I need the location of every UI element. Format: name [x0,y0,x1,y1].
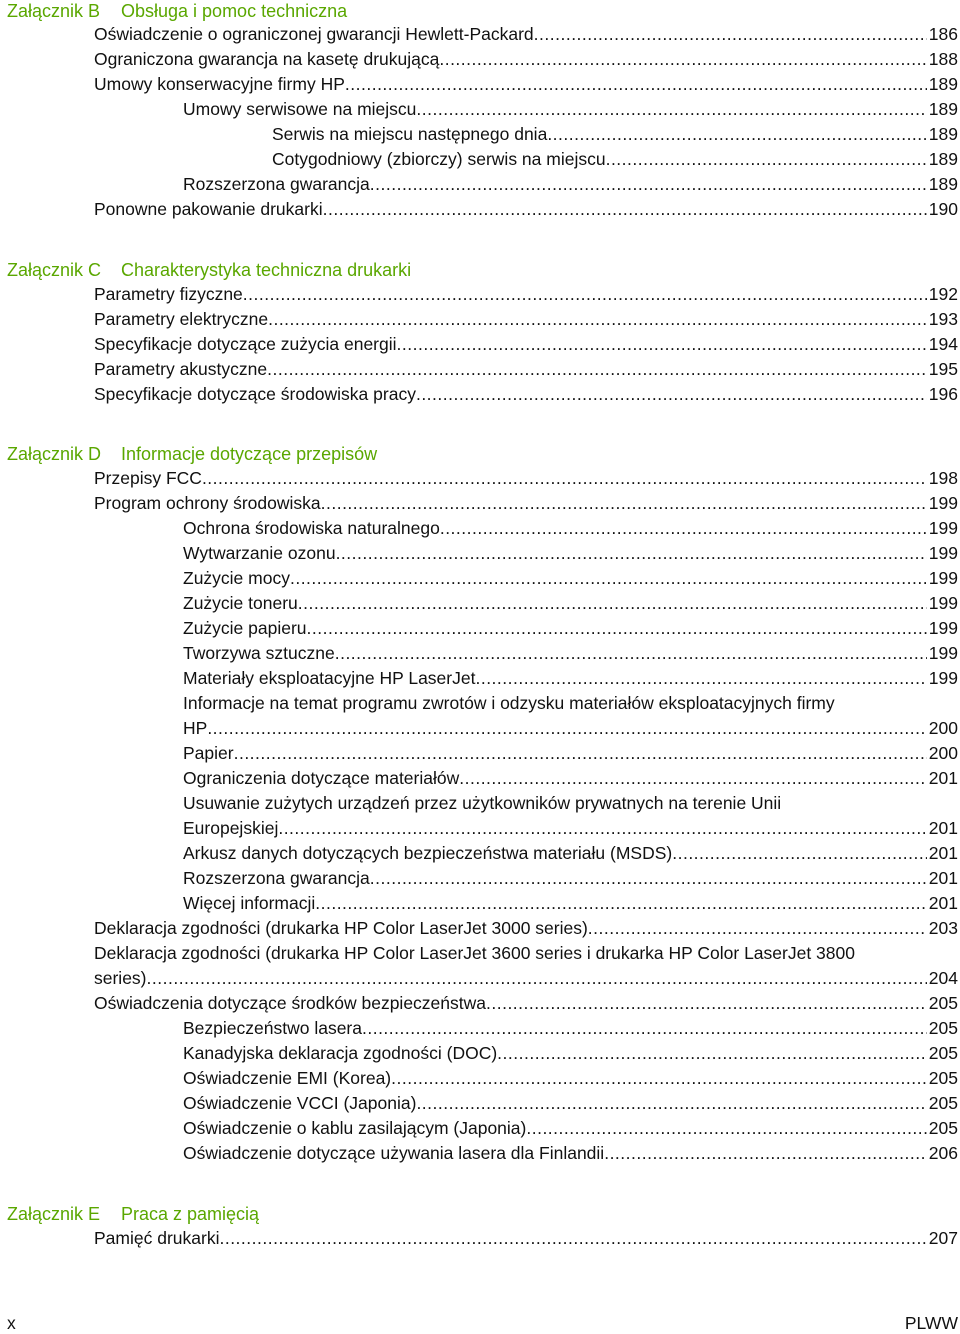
toc-entry-page: 192 [928,284,958,304]
toc-entry[interactable] [183,1116,958,1141]
toc-entry-page: 200 [928,743,958,763]
toc-entry-page: 207 [928,1228,958,1248]
toc-entry-label: Papier [183,743,234,763]
dot-leader [606,147,927,172]
toc-entry-label-line1: Usuwanie zużytych urządzeń przez użytkowników prywatnych na terenie Unii [183,793,782,813]
toc-entry-label-line1: Deklaracja zgodności (drukarka HP Color LaserJet 3600 series i drukarka HP Color LaserJet 3800 [94,943,855,963]
toc-entry-label: Materiały eksploatacyjne HP LaserJet [183,668,476,688]
dot-leader [370,172,927,197]
toc-entry-label: Oświadczenie VCCI (Japonia) [183,1093,417,1113]
dot-leader [588,916,927,941]
toc-entry[interactable] [94,382,958,407]
toc-entry-label: Ponowne pakowanie drukarki [94,199,323,219]
toc-entry-label: series) [94,968,147,988]
toc-entry-page: 189 [928,124,958,144]
toc-entry-label-line1: Informacje na temat programu zwrotów i odzysku materiałów eksploatacyjnych firmy [183,693,835,713]
footer-doc-code: PLWW [904,1313,958,1333]
toc-entry-page: 188 [928,49,958,69]
toc-entry-page: 203 [928,918,958,938]
dot-leader [307,616,927,641]
toc-entry-label: Rozszerzona gwarancja [183,174,370,194]
toc-entry-page: 205 [928,1043,958,1063]
dot-leader [336,541,927,566]
toc-entry-label: Zużycie mocy [183,568,290,588]
toc-entry[interactable] [272,147,958,172]
toc-entry[interactable] [183,1016,958,1041]
toc-entry-page: 195 [928,359,958,379]
chapter-title: Obsługa i pomoc techniczna [121,1,348,21]
toc-entry-page: 189 [928,74,958,94]
toc-entry-label: Rozszerzona gwarancja [183,868,370,888]
chapter-number: Załącznik E [7,1204,101,1224]
dot-leader [321,491,927,516]
toc-entry-label: Oświadczenie o ograniczonej gwarancji Hewlett-Packard [94,24,534,44]
toc-entry-label: Przepisy FCC [94,468,202,488]
dot-leader [439,47,926,72]
toc-entry-label: Deklaracja zgodności (drukarka HP Color LaserJet 3000 series) [94,918,588,938]
dot-leader [397,332,927,357]
toc-entry-page: 205 [928,1068,958,1088]
toc-entry-page: 201 [928,868,958,888]
toc-entry-page: 199 [928,618,958,638]
toc-entry-page: 199 [928,568,958,588]
toc-entry[interactable] [94,307,958,332]
toc-entry-page: 201 [928,818,958,838]
dot-leader [267,357,927,382]
toc-entry-label: Ograniczenia dotyczące materiałów [183,768,460,788]
dot-leader [475,666,926,691]
toc-entry[interactable] [183,891,958,916]
toc-entry[interactable] [94,491,958,516]
toc-entry-page: 189 [928,149,958,169]
toc-entry-label: Pamięć drukarki [94,1228,220,1248]
toc-entry[interactable] [183,541,958,566]
toc-entry-page: 199 [928,593,958,613]
toc-entry-label: Program ochrony środowiska [94,493,321,513]
chapter-heading[interactable] [7,1203,259,1225]
dot-leader [147,966,927,991]
toc-entry-label: Tworzywa sztuczne [183,643,335,663]
dot-leader [362,1016,927,1041]
toc-entry[interactable] [94,357,958,382]
dot-leader [534,22,927,47]
chapter-heading[interactable] [7,0,347,22]
chapter-number: Załącznik C [7,260,102,280]
dot-leader [345,72,927,97]
dot-leader [298,591,927,616]
toc-entry-label: Wytwarzanie ozonu [183,543,336,563]
dot-leader [604,1141,927,1166]
dot-leader [290,566,927,591]
toc-entry-page: 201 [928,768,958,788]
dot-leader [547,122,926,147]
dot-leader [459,766,927,791]
toc-entry[interactable] [94,197,958,222]
toc-entry[interactable] [183,172,958,197]
toc-entry[interactable] [183,591,958,616]
toc-entry-label: Specyfikacje dotyczące zużycia energii [94,334,397,354]
toc-entry-label: Umowy konserwacyjne firmy HP [94,74,345,94]
toc-entry[interactable] [272,122,958,147]
toc-entry-page: 199 [928,643,958,663]
toc-entry-page: 189 [928,174,958,194]
toc-entry[interactable] [94,72,958,97]
toc-entry-page: 189 [928,99,958,119]
toc-entry-page: 205 [928,1118,958,1138]
dot-leader [526,1116,926,1141]
toc-entry[interactable] [183,1066,958,1091]
dot-leader [243,282,927,307]
toc-entry-label: Więcej informacji [183,893,316,913]
toc-entry[interactable] [183,691,958,741]
toc-entry-label: HP [183,718,208,738]
toc-entry[interactable] [183,97,958,122]
toc-entry[interactable] [94,282,958,307]
toc-entry-page: 193 [928,309,958,329]
toc-entry-page: 199 [928,543,958,563]
chapter-title: Informacje dotyczące przepisów [121,444,378,464]
toc-entry-page: 201 [928,843,958,863]
toc-entry-label: Europejskiej [183,818,279,838]
toc-entry-page: 194 [928,334,958,354]
toc-entry-label: Parametry elektryczne [94,309,269,329]
toc-entry[interactable] [94,47,958,72]
chapter-title: Charakterystyka techniczna drukarki [121,260,412,280]
toc-entry-label: Oświadczenie EMI (Korea) [183,1068,392,1088]
dot-leader [323,197,927,222]
toc-entry[interactable] [183,566,958,591]
toc-entry-page: 201 [928,893,958,913]
toc-entry[interactable] [183,741,958,766]
dot-leader [315,891,927,916]
toc-entry[interactable] [183,1091,958,1116]
dot-leader [370,866,927,891]
dot-leader [497,1041,927,1066]
dot-leader [202,466,927,491]
toc-entry[interactable] [183,1041,958,1066]
dot-leader [672,841,927,866]
toc-entry[interactable] [94,941,958,991]
toc-entry[interactable] [183,1141,958,1166]
toc-entry[interactable] [94,916,958,941]
dot-leader [278,816,926,841]
dot-leader [440,516,927,541]
toc-entry-page: 190 [928,199,958,219]
dot-leader [207,716,926,741]
dot-leader [219,1226,926,1251]
toc-entry-label: Parametry fizyczne [94,284,243,304]
toc-entry[interactable] [94,466,958,491]
toc-entry-page: 200 [928,718,958,738]
chapter-number: Załącznik B [7,1,101,21]
toc-entry[interactable] [94,1226,958,1251]
toc-entry[interactable] [183,616,958,641]
chapter-heading[interactable] [7,443,377,465]
toc-entry[interactable] [94,22,958,47]
toc-entry-page: 199 [928,668,958,688]
dot-leader [416,382,927,407]
chapter-number: Załącznik D [7,444,102,464]
toc-entry[interactable] [94,991,958,1016]
toc-entry-label: Ograniczona gwarancja na kasetę drukującą [94,49,440,69]
toc-entry[interactable] [183,516,958,541]
dot-leader [416,97,926,122]
toc-entry-page: 204 [928,968,958,988]
toc-entry-page: 205 [928,1018,958,1038]
dot-leader [234,741,927,766]
toc-entry[interactable] [94,332,958,357]
dot-leader [486,991,927,1016]
toc-entry-label: Parametry akustyczne [94,359,268,379]
toc-entry-label: Bezpieczeństwo lasera [183,1018,362,1038]
toc-entry-page: 205 [928,993,958,1013]
toc-entry[interactable] [183,641,958,666]
toc-entry-label: Zużycie toneru [183,593,298,613]
toc-entry-page: 198 [928,468,958,488]
toc-entry-page: 205 [928,1093,958,1113]
toc-entry-label: Arkusz danych dotyczących bezpieczeństwa materiału (MSDS) [183,843,673,863]
toc-entry-page: 196 [928,384,958,404]
toc-entry-page: 199 [928,493,958,513]
toc-entry[interactable] [183,666,958,691]
toc-entry-label: Zużycie papieru [183,618,307,638]
footer-page-number: x [7,1313,16,1333]
toc-entry-label: Serwis na miejscu następnego dnia [272,124,548,144]
toc-entry-label: Oświadczenie dotyczące używania lasera dla Finlandii [183,1143,605,1163]
toc-entry-label: Cotygodniowy (zbiorczy) serwis na miejscu [272,149,606,169]
chapter-title: Praca z pamięcią [121,1204,260,1224]
toc-entry-page: 206 [928,1143,958,1163]
dot-leader [416,1091,926,1116]
toc-entry[interactable] [183,766,958,791]
dot-leader [335,641,927,666]
dot-leader [391,1066,927,1091]
toc-entry-label: Oświadczenie o kablu zasilającym (Japonia) [183,1118,527,1138]
toc-entry[interactable] [183,791,958,841]
toc-entry-label: Kanadyjska deklaracja zgodności (DOC) [183,1043,498,1063]
toc-entry-label: Ochrona środowiska naturalnego [183,518,440,538]
chapter-heading[interactable] [7,259,411,281]
toc-entry-label: Umowy serwisowe na miejscu [183,99,417,119]
toc-entry[interactable] [183,841,958,866]
toc-entry-label: Specyfikacje dotyczące środowiska pracy [94,384,416,404]
dot-leader [268,307,927,332]
toc-entry[interactable] [183,866,958,891]
toc-entry-page: 186 [928,24,958,44]
toc-entry-label: Oświadczenia dotyczące środków bezpieczeństwa [94,993,486,1013]
toc-entry-page: 199 [928,518,958,538]
